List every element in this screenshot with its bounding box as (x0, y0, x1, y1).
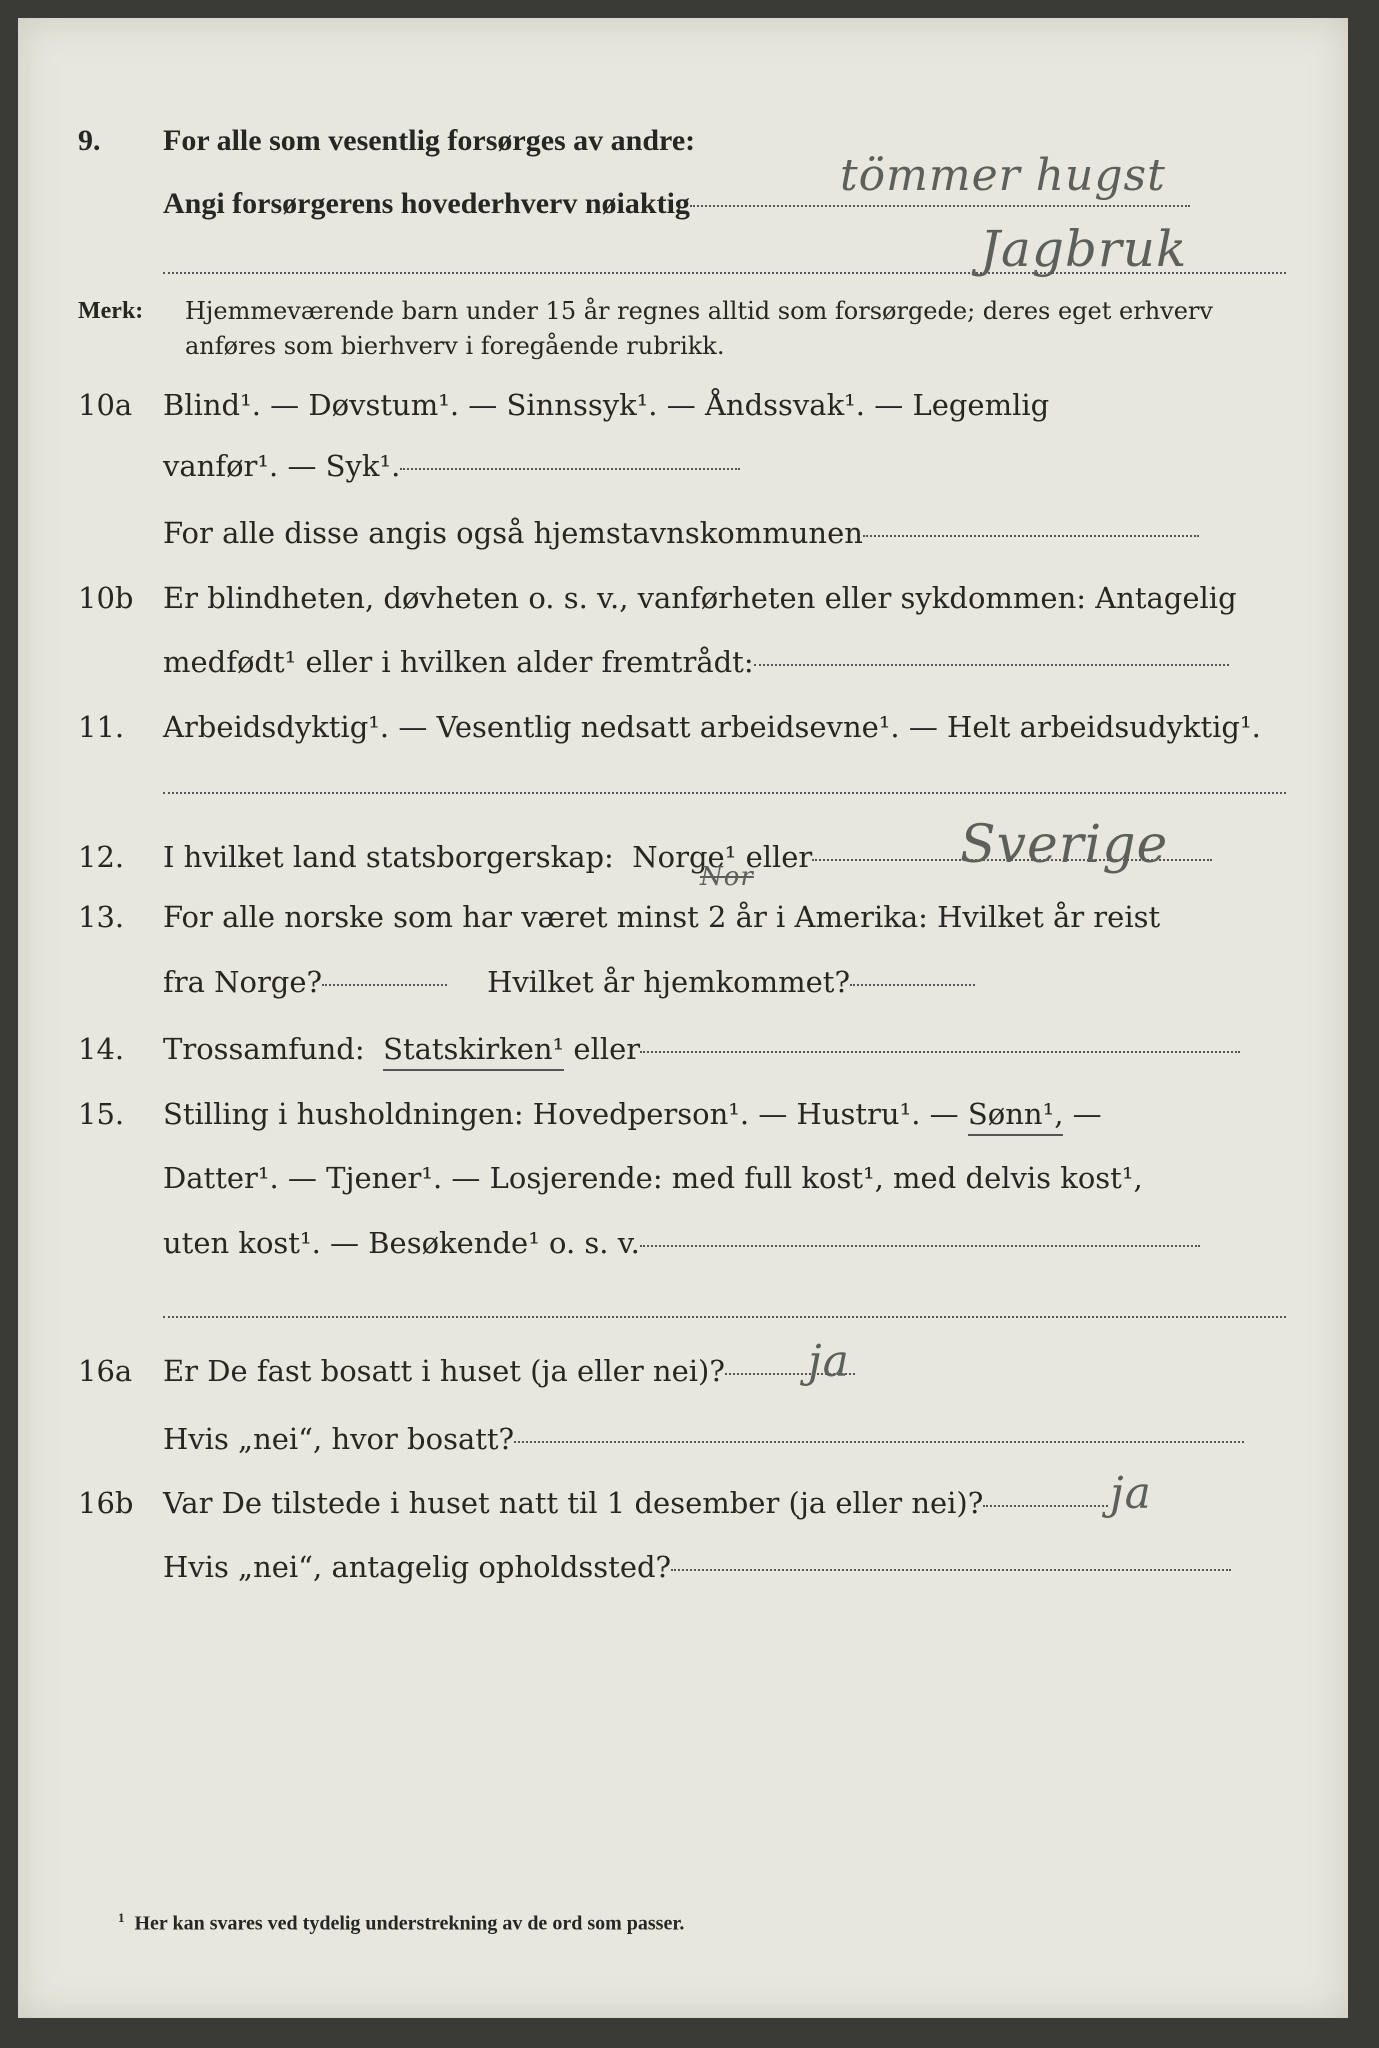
eller-label: eller (745, 840, 813, 874)
answer-line (850, 983, 975, 986)
question-text: Hvis „nei“, hvor bosatt? (163, 1422, 515, 1456)
footnote-mark: 1 (118, 1910, 125, 1925)
question-text: Er blindheten, døvheten o. s. v., vanførheten eller sykdommen: Antagelig (163, 581, 1237, 615)
note-text: anføres som bierhverv i foregående rubrikk. (185, 332, 725, 360)
question-number: 9. (78, 124, 101, 157)
question-text: Datter¹. — Tjener¹. — Losjerende: med full kost¹, med delvis kost¹, (163, 1161, 1143, 1195)
dash: — (1072, 1097, 1102, 1131)
question-number: 16a (78, 1354, 133, 1388)
answer-line (754, 663, 1229, 666)
question-number: 10b (78, 581, 134, 615)
question-15-line3 (0, 1223, 1379, 1263)
answer-line (163, 792, 1286, 794)
answer-line (163, 1316, 1286, 1318)
question-13 (0, 897, 1379, 937)
question-text: Er De fast bosatt i huset (ja eller nei)? (163, 1354, 725, 1388)
note-label: Merk: (78, 298, 144, 324)
question-text: Hvilket år hjemkommet? (487, 965, 851, 999)
answer-line (322, 983, 447, 986)
question-16b-line2 (0, 1547, 1379, 1587)
answer-line (400, 467, 740, 470)
question-number: 13. (78, 900, 125, 934)
question-13-line2 (0, 962, 1379, 1002)
question-16b (0, 1483, 1379, 1523)
option-statskirken: Statskirken¹ (383, 1029, 564, 1071)
question-text: For alle som vesentlig forsørges av andre: (163, 124, 696, 157)
question-16a (0, 1351, 1379, 1391)
question-10a-line3 (0, 513, 1379, 553)
answer-line (983, 1504, 1108, 1507)
answer-line (671, 1568, 1231, 1571)
question-9-field (0, 184, 1379, 224)
footnote (118, 1910, 684, 1936)
question-text: For alle disse angis også hjemstavnskommunen (163, 516, 863, 550)
question-11 (0, 707, 1379, 747)
question-text: Arbeidsdyktig¹. — Vesentlig nedsatt arbeidsevne¹. — Helt arbeidsudyktig¹. (163, 710, 1261, 744)
question-12 (0, 837, 1379, 877)
question-text: I hvilket land statsborgerskap: (163, 840, 614, 874)
handwritten-answer: ja (1110, 1468, 1152, 1519)
question-text: For alle norske som har været minst 2 år i Amerika: Hvilket år reist (163, 900, 1161, 934)
note (0, 291, 1379, 331)
answer-line (640, 1050, 1240, 1053)
question-text: Hvis „nei“, antagelig opholdssted? (163, 1550, 672, 1584)
question-10a-line2 (0, 446, 1379, 486)
question-number: 10a (78, 388, 133, 422)
question-text: fra Norge? (163, 965, 323, 999)
answer-line (690, 204, 1190, 207)
answer-line (514, 1440, 1244, 1443)
question-15-line2 (0, 1158, 1379, 1198)
note-line-2 (0, 326, 1379, 366)
question-16a-line2 (0, 1419, 1379, 1459)
question-10a (0, 385, 1379, 425)
question-number: 14. (78, 1032, 125, 1066)
question-text: Blind¹. — Døvstum¹. — Sinnssyk¹. — Åndssvak¹. — Legemlig (163, 388, 1050, 422)
handwritten-answer: ja (808, 1336, 850, 1387)
question-text: Var De tilstede i huset natt til 1 desember (ja eller nei)? (163, 1486, 984, 1520)
question-number: 12. (78, 840, 125, 874)
question-text: uten kost¹. — Besøkende¹ o. s. v. (163, 1226, 640, 1260)
question-15 (0, 1094, 1379, 1134)
question-9-title (0, 121, 1379, 161)
question-text: Stilling i husholdningen: Hovedperson¹. — Hustru¹. — (163, 1097, 959, 1131)
eller-label: eller (573, 1032, 641, 1066)
option-norge: Norge¹ (632, 840, 737, 874)
field-label: Angi forsørgerens hovederhverv nøiaktig (163, 187, 690, 220)
question-number: 15. (78, 1097, 125, 1131)
handwritten-answer: Jagbruk (980, 220, 1188, 278)
question-number: 11. (78, 710, 125, 744)
question-10b-line2 (0, 642, 1379, 682)
question-14 (0, 1029, 1379, 1069)
footnote-text: Her kan svares ved tydelig understrekning av de ord som passer. (134, 1912, 685, 1935)
question-text: medfødt¹ eller i hvilken alder fremtrådt: (163, 645, 754, 679)
answer-line (863, 534, 1199, 537)
question-text: Trossamfund: (163, 1032, 365, 1066)
struck-handwriting: Nor (700, 862, 754, 892)
note-text: Hjemmeværende barn under 15 år regnes alltid som forsørgede; deres eget erhverv (185, 297, 1213, 325)
handwritten-answer: tömmer hugst (840, 150, 1166, 201)
answer-line (640, 1244, 1200, 1247)
question-text: vanfør¹. — Syk¹. (163, 449, 401, 483)
handwritten-answer: Sverige (960, 815, 1169, 875)
option-sonn: Sønn¹, (968, 1094, 1064, 1136)
question-number: 16b (78, 1486, 134, 1520)
question-10b (0, 578, 1379, 618)
